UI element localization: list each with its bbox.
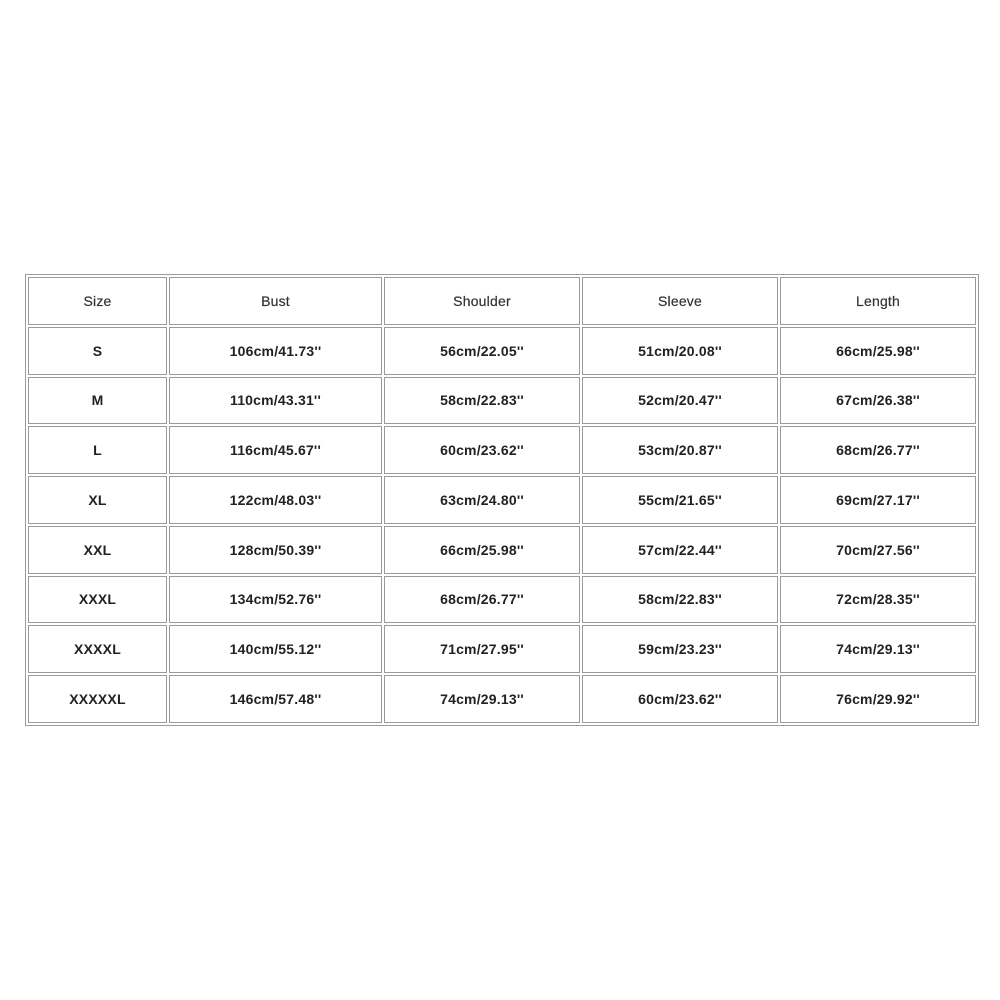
header-bust: Bust xyxy=(169,277,382,325)
sleeve-cell: 51cm/20.08'' xyxy=(582,327,778,375)
shoulder-cell: 68cm/26.77'' xyxy=(384,576,580,624)
sleeve-cell: 57cm/22.44'' xyxy=(582,526,778,574)
table-header-row xyxy=(28,277,976,325)
table-row xyxy=(28,675,976,723)
bust-cell: 134cm/52.76'' xyxy=(169,576,382,624)
header-shoulder: Shoulder xyxy=(384,277,580,325)
length-cell: 72cm/28.35'' xyxy=(780,576,976,624)
table-row xyxy=(28,327,976,375)
table-row xyxy=(28,476,976,524)
bust-cell: 116cm/45.67'' xyxy=(169,426,382,474)
shoulder-cell: 58cm/22.83'' xyxy=(384,377,580,425)
length-cell: 66cm/25.98'' xyxy=(780,327,976,375)
table-row xyxy=(28,625,976,673)
size-chart-table xyxy=(25,274,979,726)
sleeve-cell: 53cm/20.87'' xyxy=(582,426,778,474)
size-cell: XXXL xyxy=(28,576,167,624)
size-cell: L xyxy=(28,426,167,474)
size-cell: XXL xyxy=(28,526,167,574)
shoulder-cell: 66cm/25.98'' xyxy=(384,526,580,574)
bust-cell: 128cm/50.39'' xyxy=(169,526,382,574)
size-cell: XL xyxy=(28,476,167,524)
header-sleeve: Sleeve xyxy=(582,277,778,325)
sleeve-cell: 59cm/23.23'' xyxy=(582,625,778,673)
sleeve-cell: 52cm/20.47'' xyxy=(582,377,778,425)
bust-cell: 106cm/41.73'' xyxy=(169,327,382,375)
header-size: Size xyxy=(28,277,167,325)
length-cell: 67cm/26.38'' xyxy=(780,377,976,425)
bust-cell: 122cm/48.03'' xyxy=(169,476,382,524)
bust-cell: 110cm/43.31'' xyxy=(169,377,382,425)
shoulder-cell: 71cm/27.95'' xyxy=(384,625,580,673)
shoulder-cell: 60cm/23.62'' xyxy=(384,426,580,474)
length-cell: 69cm/27.17'' xyxy=(780,476,976,524)
sleeve-cell: 60cm/23.62'' xyxy=(582,675,778,723)
bust-cell: 140cm/55.12'' xyxy=(169,625,382,673)
length-cell: 68cm/26.77'' xyxy=(780,426,976,474)
size-cell: XXXXL xyxy=(28,625,167,673)
size-cell: XXXXXL xyxy=(28,675,167,723)
shoulder-cell: 74cm/29.13'' xyxy=(384,675,580,723)
length-cell: 74cm/29.13'' xyxy=(780,625,976,673)
table-row xyxy=(28,426,976,474)
sleeve-cell: 55cm/21.65'' xyxy=(582,476,778,524)
shoulder-cell: 56cm/22.05'' xyxy=(384,327,580,375)
table-row xyxy=(28,377,976,425)
bust-cell: 146cm/57.48'' xyxy=(169,675,382,723)
table-row xyxy=(28,576,976,624)
shoulder-cell: 63cm/24.80'' xyxy=(384,476,580,524)
header-length: Length xyxy=(780,277,976,325)
table-row xyxy=(28,526,976,574)
length-cell: 76cm/29.92'' xyxy=(780,675,976,723)
size-cell: M xyxy=(28,377,167,425)
sleeve-cell: 58cm/22.83'' xyxy=(582,576,778,624)
size-cell: S xyxy=(28,327,167,375)
length-cell: 70cm/27.56'' xyxy=(780,526,976,574)
